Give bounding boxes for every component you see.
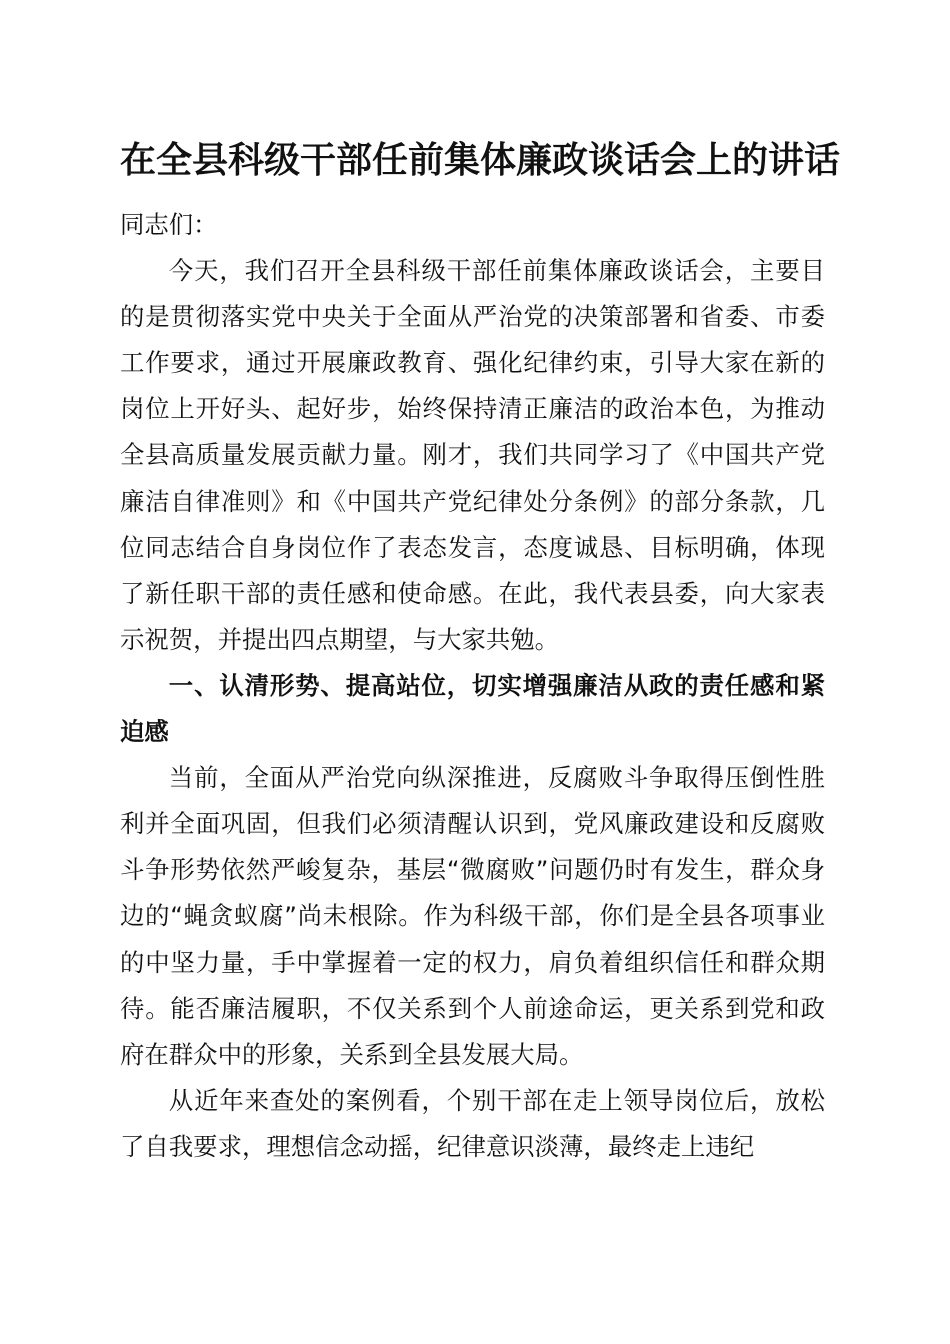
salutation: 同志们： — [120, 210, 218, 239]
paragraph-situation: 当前，全面从严治党向纵深推进，反腐败斗争取得压倒性胜利并全面巩固，但我们必须清醒认识到，党风廉政建设和反腐败斗争形势依然严峻复杂，基层“微腐败”问题仍时有发生，群众身边的“蝇贪蚁腐”尚未根除。作为科级干部，你们是全县各项事业的中坚力量，手中掌握着一定的权力，肩负着组织信任和群众期待。能否廉洁履职，不仅关系到个人前途命运，更关系到党和政府在群众中的形象，关系到全县发展大局。 — [120, 763, 825, 1069]
document-title: 在全县科级干部任前集体廉政谈话会上的讲话 — [120, 139, 841, 181]
section-heading-1: 一、认清形势、提高站位，切实增强廉洁从政的责任感和紧迫感 — [120, 670, 825, 747]
paragraph-cases: 从近年来查处的案例看，个别干部在走上领导岗位后，放松了自我要求，理想信念动摇，纪律意识淡薄，最终走上违纪 — [120, 1085, 825, 1161]
paragraph-intro: 今天，我们召开全县科级干部任前集体廉政谈话会，主要目的是贯彻落实党中央关于全面从严治党的决策部署和省委、市委工作要求，通过开展廉政教育、强化纪律约束，引导大家在新的岗位上开好头、起好步，始终保持清正廉洁的政治本色，为推动全县高质量发展贡献力量。刚才，我们共同学习了《中国共产党廉洁自律准则》和《中国共产党纪律处分条例》的部分条款，几位同志结合自身岗位作了表态发言，态度诚恳、目标明确，体现了新任职干部的责任感和使命感。在此，我代表县委，向大家表示祝贺，并提出四点期望，与大家共勉。 — [120, 256, 825, 654]
document-body — [120, 202, 825, 1170]
